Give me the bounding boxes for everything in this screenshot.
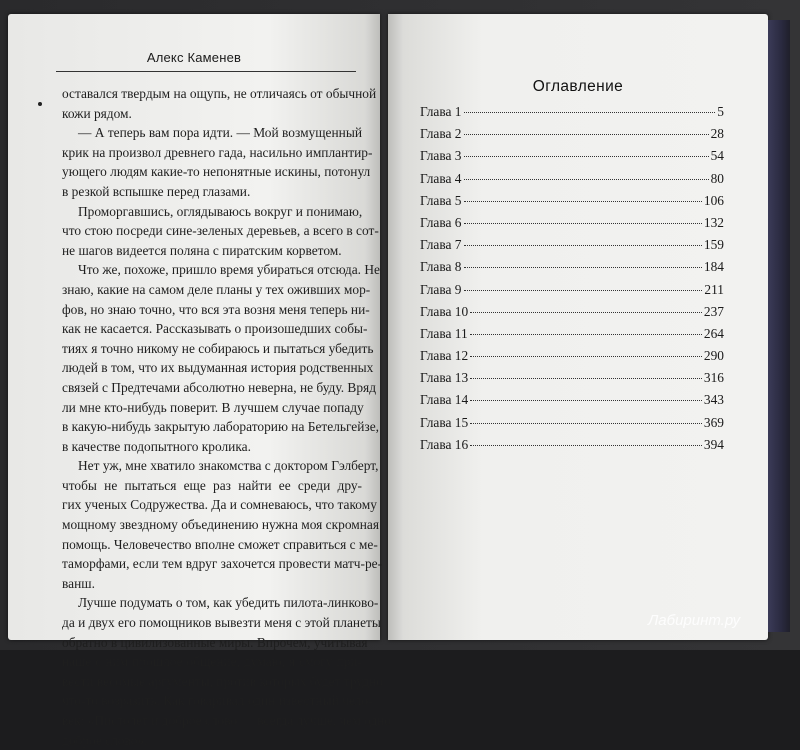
text-line: Лучше подумать о том, как убедить пилота-линково- <box>78 595 379 611</box>
toc-chapter-label: Глава 11 <box>420 325 468 341</box>
text-line: — А теперь вам пора идти. — Мой возмущенный <box>78 125 362 141</box>
toc-chapter-label: Глава 3 <box>420 148 462 164</box>
toc-dot-leader <box>464 178 709 180</box>
toc-chapter-label: Глава 4 <box>420 170 462 186</box>
toc-page-number: 184 <box>703 259 724 275</box>
toc-entry <box>420 415 724 437</box>
toc-chapter-label: Глава 2 <box>420 126 462 142</box>
text-line: таморфами, если тем вдруг захочется провести матч-ре- <box>62 556 383 572</box>
toc-title: Оглавление <box>532 78 624 95</box>
toc-chapter-label: Глава 5 <box>420 192 462 208</box>
header-rule <box>56 71 356 72</box>
text-line: знаю, какие на самом деле планы у тех оживших мор- <box>62 281 371 297</box>
text-line: Нет уж, мне хватило знакомства с доктором Гэлберт, <box>78 458 379 474</box>
toc-page-number: 394 <box>703 436 724 452</box>
toc-chapter-label: Глава 10 <box>420 303 469 319</box>
text-line: в качестве подопытного кролика. <box>62 438 251 454</box>
text-line: как не касается. Рассказывать о произошедших собы- <box>62 321 368 337</box>
toc-page-number: 316 <box>703 370 724 386</box>
toc-entry <box>420 437 724 459</box>
text-line: крик на произвол древнего гада, насильно имплантир- <box>62 144 373 160</box>
text-line: не шагов видеется поляна с пиратским корветом. <box>62 242 342 258</box>
watermark-logo: Лабиринт.ру <box>648 612 741 629</box>
text-line: кожи рядом. <box>62 105 132 121</box>
toc-entry <box>420 126 724 148</box>
text-line: связей с Предтечами абсолютно неверна, не буду. Вряд <box>62 379 377 395</box>
text-line: людей в том, что их выдуманная история родственных <box>62 360 374 376</box>
toc-dot-leader <box>464 111 716 113</box>
toc-page-number: 237 <box>703 303 724 319</box>
text-line: гих ученых Содружества. Да и сомневаюсь, что такому <box>62 497 377 513</box>
toc-dot-leader <box>470 355 702 357</box>
text-line: помощь. Человечество вполне сможет справиться с ме- <box>62 536 378 552</box>
toc-entry <box>420 171 724 193</box>
toc-entry <box>420 104 724 126</box>
toc-entry <box>420 348 724 370</box>
toc-page-number: 28 <box>710 126 724 142</box>
text-line: Что же, похоже, пришло время убираться отсюда. Не <box>78 262 380 278</box>
toc-dot-leader <box>470 377 702 379</box>
toc-entry <box>420 370 724 392</box>
toc-page-number: 80 <box>710 170 724 186</box>
toc-dot-leader <box>464 244 702 246</box>
text-line: мощному звездному объединению нужна моя скромная <box>62 517 380 533</box>
text-line: оставался твердым на ощупь, не отличаясь от обычной <box>62 86 377 101</box>
toc-dot-leader <box>464 266 702 268</box>
toc-page-number: 343 <box>703 392 724 408</box>
toc-page-number: 159 <box>703 237 724 253</box>
toc-page-number: 132 <box>703 214 724 230</box>
toc-entry <box>420 392 724 414</box>
running-head-author: Алекс Каменев <box>146 50 242 65</box>
text-line: фов, но знаю точно, что вся эта возня меня теперь ни- <box>62 301 370 317</box>
text-line: в резкой вспышке перед глазами. <box>62 183 251 199</box>
toc-entry <box>420 304 724 326</box>
toc-dot-leader <box>464 289 703 291</box>
toc-dot-leader <box>470 333 702 335</box>
toc-chapter-label: Глава 12 <box>420 348 469 364</box>
toc-entry <box>420 259 724 281</box>
text-line: вести весомые аргументы, против которых будет трудно <box>62 673 383 689</box>
toc-entry <box>420 237 724 259</box>
table-of-contents <box>420 104 724 459</box>
text-line: что стою посреди сине-зеленых деревьев, а всего в сот- <box>62 223 379 239</box>
toc-dot-leader <box>470 444 702 446</box>
toc-chapter-label: Глава 8 <box>420 259 462 275</box>
body-text <box>62 84 392 750</box>
toc-chapter-label: Глава 6 <box>420 214 462 230</box>
text-line: век: «Пистолет и доброе слово — всегда лучше, чем одно <box>62 713 392 728</box>
toc-dot-leader <box>470 399 702 401</box>
toc-dot-leader <box>464 133 709 135</box>
toc-page-number: 290 <box>703 348 724 364</box>
toc-page-number: 106 <box>703 192 724 208</box>
margin-dot <box>38 102 42 106</box>
toc-dot-leader <box>464 155 709 157</box>
toc-dot-leader <box>470 422 702 424</box>
text-line: обратно в цивилизованные миры. Впрочем, учитывая <box>62 634 368 650</box>
toc-dot-leader <box>470 311 702 313</box>
toc-dot-leader <box>464 200 702 202</box>
book-cover-edge <box>768 20 790 632</box>
text-line: в какую-нибудь закрытую лабораторию на Бетельгейзе, <box>62 419 379 435</box>
toc-chapter-label: Глава 14 <box>420 392 469 408</box>
toc-entry <box>420 193 724 215</box>
toc-chapter-label: Глава 16 <box>420 436 469 452</box>
text-line: что-то возразить. Как говаривал один известный чело- <box>62 693 373 709</box>
text-line: Проморгавшись, оглядываюсь вокруг и понимаю, <box>78 203 363 219</box>
text-line: ли мне кто-нибудь поверит. В лучшем случае попаду <box>62 399 364 415</box>
left-page <box>8 14 392 748</box>
toc-page-number: 211 <box>704 281 724 297</box>
toc-page-number: 5 <box>717 104 724 119</box>
text-line: наше с ним прошлое общение, думаю, я смогу при- <box>62 654 362 670</box>
toc-chapter-label: Глава 7 <box>420 237 462 253</box>
toc-chapter-label: Глава 1 <box>420 104 462 119</box>
toc-entry <box>420 282 724 304</box>
text-line: тиях я точно никому не собираюсь и пытаться убедить <box>62 340 374 356</box>
text-line: чтобы не пытаться еще раз найти ее среди дру- <box>62 477 362 493</box>
toc-entry <box>420 215 724 237</box>
text-line: доброе слово». <box>62 732 148 748</box>
toc-entry <box>420 326 724 348</box>
toc-dot-leader <box>464 222 702 224</box>
toc-page-number: 264 <box>703 325 724 341</box>
text-line: ванш. <box>62 575 95 591</box>
text-line: да и двух его помощников вывезти меня с этой планеты <box>62 615 381 631</box>
toc-chapter-label: Глава 15 <box>420 414 469 430</box>
toc-chapter-label: Глава 13 <box>420 370 469 386</box>
toc-chapter-label: Глава 9 <box>420 281 462 297</box>
toc-entry <box>420 148 724 170</box>
text-line: ующего людям какие-то непонятные искины, потонул <box>62 164 371 180</box>
toc-page-number: 54 <box>710 148 724 164</box>
toc-page-number: 369 <box>703 414 724 430</box>
